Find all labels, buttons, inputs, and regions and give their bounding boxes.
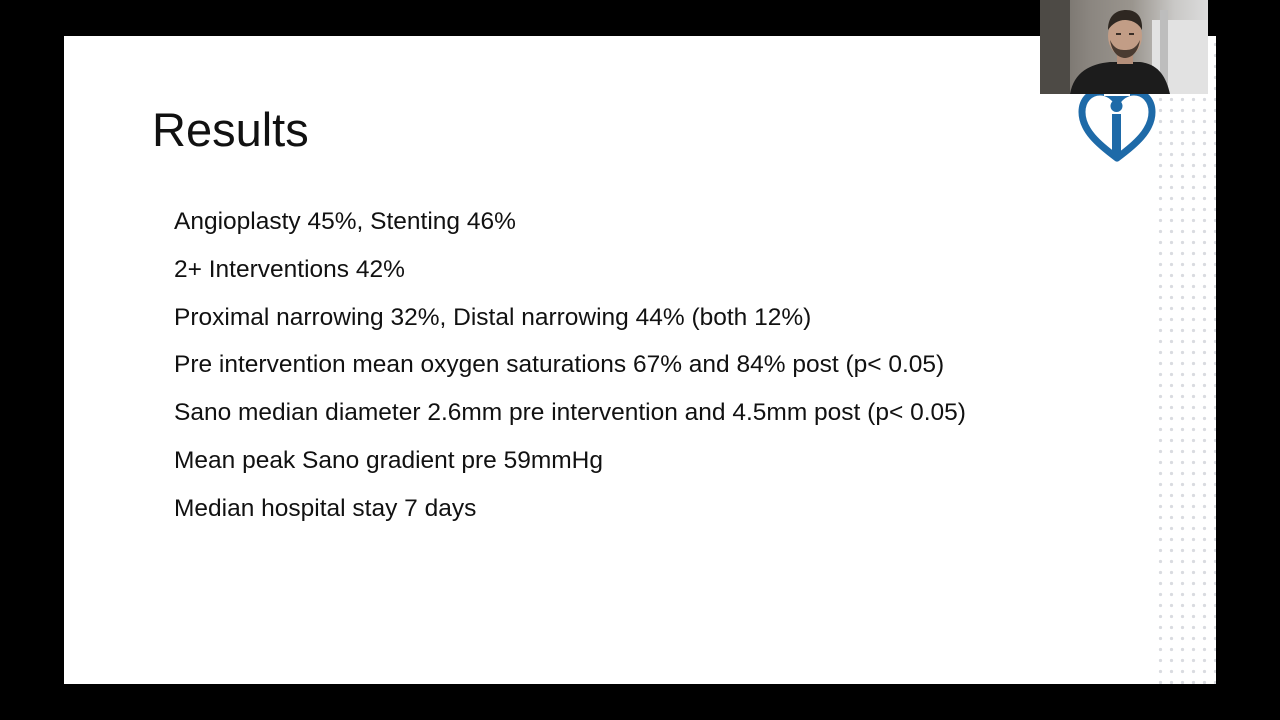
list-item: Mean peak Sano gradient pre 59mmHg — [174, 446, 604, 474]
list-item: Proximal narrowing 32%, Distal narrowing 44% (both 12%) — [174, 303, 812, 331]
presenter-video-icon — [1040, 0, 1208, 94]
dot-pattern-decoration — [1152, 36, 1216, 684]
list-item: Angioplasty 45%, Stenting 46% — [174, 208, 516, 235]
list-item: 2+ Interventions 42% — [174, 255, 405, 283]
presentation-slide — [64, 36, 1216, 684]
list-item: Sano median diameter 2.6mm pre intervention and 4.5mm post (p< 0.05) — [174, 399, 966, 427]
heart-i-logo-icon — [1078, 88, 1156, 164]
results-list — [174, 202, 966, 537]
list-item: Median hospital stay 7 days — [174, 494, 477, 522]
presenter-webcam — [1040, 0, 1208, 94]
slide-title: Results — [152, 103, 309, 156]
list-item: Pre intervention mean oxygen saturations 67% and 84% post (p< 0.05) — [174, 351, 945, 379]
